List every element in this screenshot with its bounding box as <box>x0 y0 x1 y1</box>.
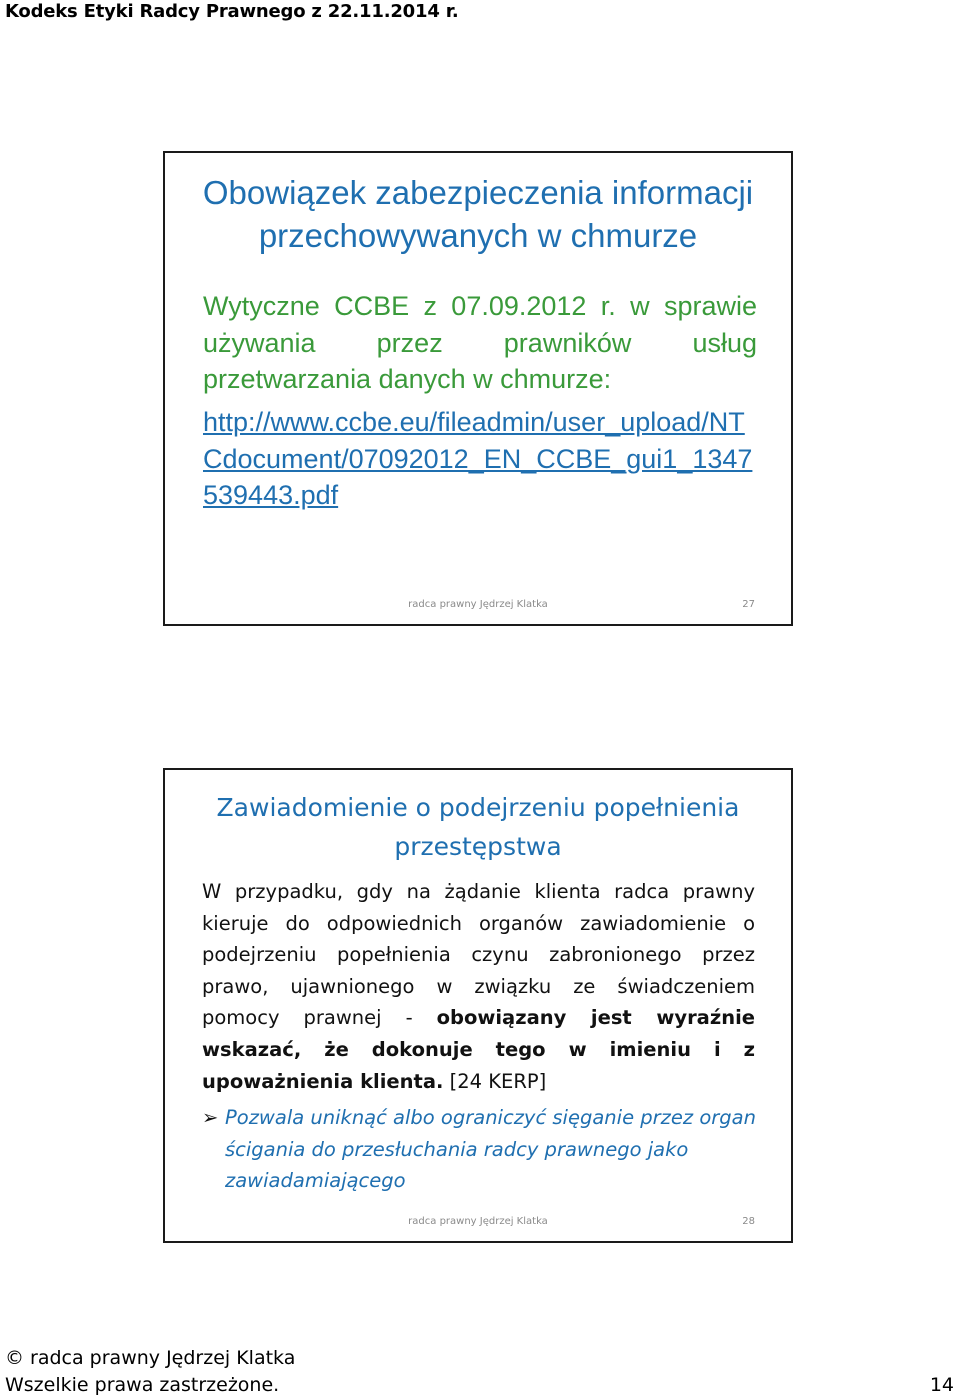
body-text-emphasis: obowiązany jest wyraźnie wskazać, że dokonuje tego w imieniu i z upoważnienia klienta. <box>202 1006 755 1093</box>
body-text: W przypadku, gdy na żądanie klienta radca prawny kieruje do odpowiednich organów zawiadomienie o podejrzeniu popełnienia czynu zabronionego przez prawo, ujawnionego w związku ze świadczeniem pomocy prawnej - <box>202 880 755 1030</box>
slide-title-line-2: przestępstwa <box>394 832 562 861</box>
ccbe-guidelines-link[interactable]: http://www.ccbe.eu/fileadmin/user_upload/NTCdocument/07092012_EN_CCBE_gui1_1347539443.pdf <box>203 407 753 510</box>
slide-body-text-end: przetwarzania danych w chmurze: <box>203 364 612 394</box>
document-header-title: Kodeks Etyki Radcy Prawnego z 22.11.2014 r. <box>5 1 459 22</box>
document-page-number: 14 <box>929 1374 954 1396</box>
bullet-text: Pozwala uniknąć albo ograniczyć sięganie przez organ ścigania do przesłuchania radcy prawnego jako zawiadamiającego <box>225 1106 756 1193</box>
slide-body <box>203 288 757 398</box>
arrow-bullet-icon: ➢ <box>202 1106 219 1129</box>
slide-footer-author: radca prawny Jędrzej Klatka <box>408 599 548 610</box>
slide-body <box>202 876 755 1097</box>
slide-title <box>165 788 791 866</box>
slide-title <box>165 171 791 257</box>
slide-title-line-1: Zawiadomienie o podejrzeniu popełnienia <box>216 793 740 822</box>
slide-body-text: Wytyczne CCBE z 07.09.2012 r. w sprawie używania przez prawników usług <box>203 291 757 358</box>
slide-page-number: 28 <box>742 1216 755 1227</box>
slide-footer-author: radca prawny Jędrzej Klatka <box>408 1216 548 1227</box>
slide-title-line-1: Obowiązek zabezpieczenia informacji <box>202 174 754 211</box>
copyright-notice: © radca prawny Jędrzej Klatka <box>5 1347 296 1369</box>
slide-title-line-2: przechowywanych w chmurze <box>258 217 698 254</box>
body-reference: [24 KERP] <box>443 1069 547 1093</box>
rights-reserved-notice: Wszelkie prawa zastrzeżone. <box>5 1374 280 1396</box>
bullet-item <box>202 1102 757 1197</box>
slide-27 <box>163 151 793 626</box>
slide-28 <box>163 768 793 1243</box>
slide-page-number: 27 <box>742 599 755 610</box>
